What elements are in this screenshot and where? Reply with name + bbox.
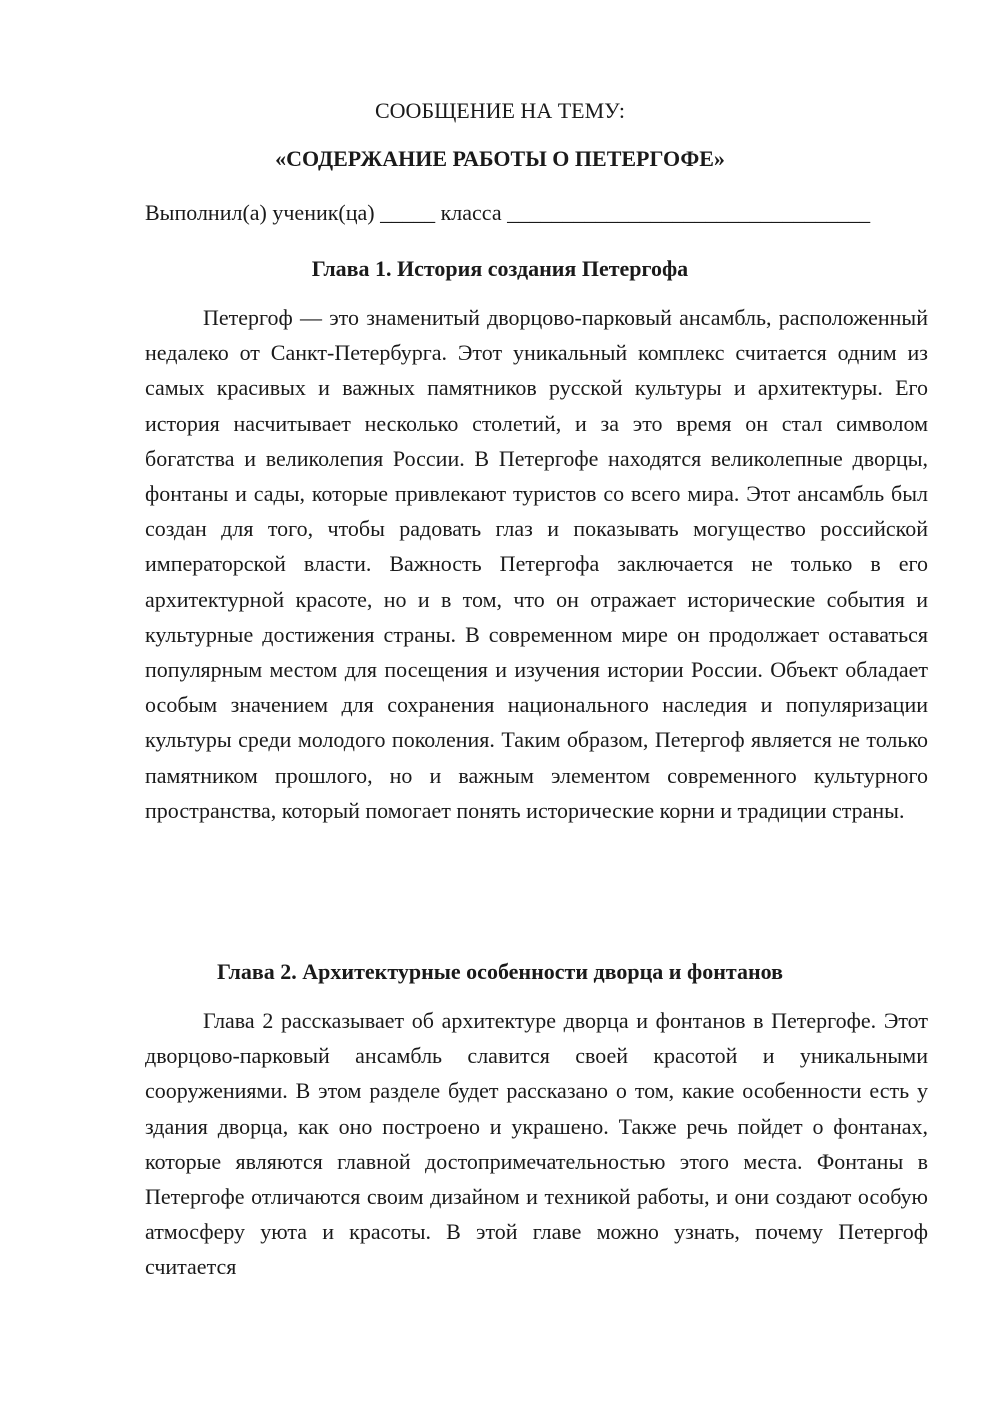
chapter-1-paragraph: Петергоф — это знаменитый дворцово-парковый ансамбль, расположенный недалеко от Санкт-Петербурга. Этот уникальный комплекс считается одним из самых красивых и важных памятников русской культуры и архитектуры. Его история насчитывает несколько столетий, и за это время он стал символом богатства и великолепия России. В Петергофе находятся великолепные дворцы, фонтаны и сады, которые привлекают туристов со всего мира. Этот ансамбль был создан для того, чтобы радовать глаз и показывать могущество российской императорской власти. Важность Петергофа заключается не только в его архитектурной красоте, но и в том, что он отражает исторические события и культурные достижения страны. В современном мире он продолжает оставаться популярным местом для посещения и изучения истории России. Объект обладает особым значением для сохранения национального наследия и популяризации культуры среди молодого поколения. Таким образом, Петергоф является не только памятником прошлого, но и важным элементом современного культурного пространства, который помогает понять исторические корни и традиции страны. — [145, 305, 928, 823]
document-title-line-1: СООБЩЕНИЕ НА ТЕМУ: — [375, 98, 625, 123]
signature-line: Выполнил(а) ученик(ца) _____ класса _________________________________ — [145, 200, 871, 225]
chapter-2-heading: Глава 2. Архитектурные особенности дворца и фонтанов — [217, 959, 783, 984]
chapter-1-heading: Глава 1. История создания Петергофа — [311, 256, 689, 281]
document-title-line-2: «СОДЕРЖАНИЕ РАБОТЫ О ПЕТЕРГОФЕ» — [275, 146, 725, 171]
chapter-2-paragraph: Глава 2 рассказывает об архитектуре дворца и фонтанов в Петергофе. Этот дворцово-парковый ансамбль славится своей красотой и уникальными сооружениями. В этом разделе будет рассказано о том, какие особенности есть у здания дворца, как оно построено и украшено. Также речь пойдет о фонтанах, которые являются главной достопримечательностью этого места. Фонтаны в Петергофе отличаются своим дизайном и техникой работы, и они создают особую атмосферу уюта и красоты. В этой главе можно узнать, почему Петергоф считается — [145, 1008, 928, 1280]
